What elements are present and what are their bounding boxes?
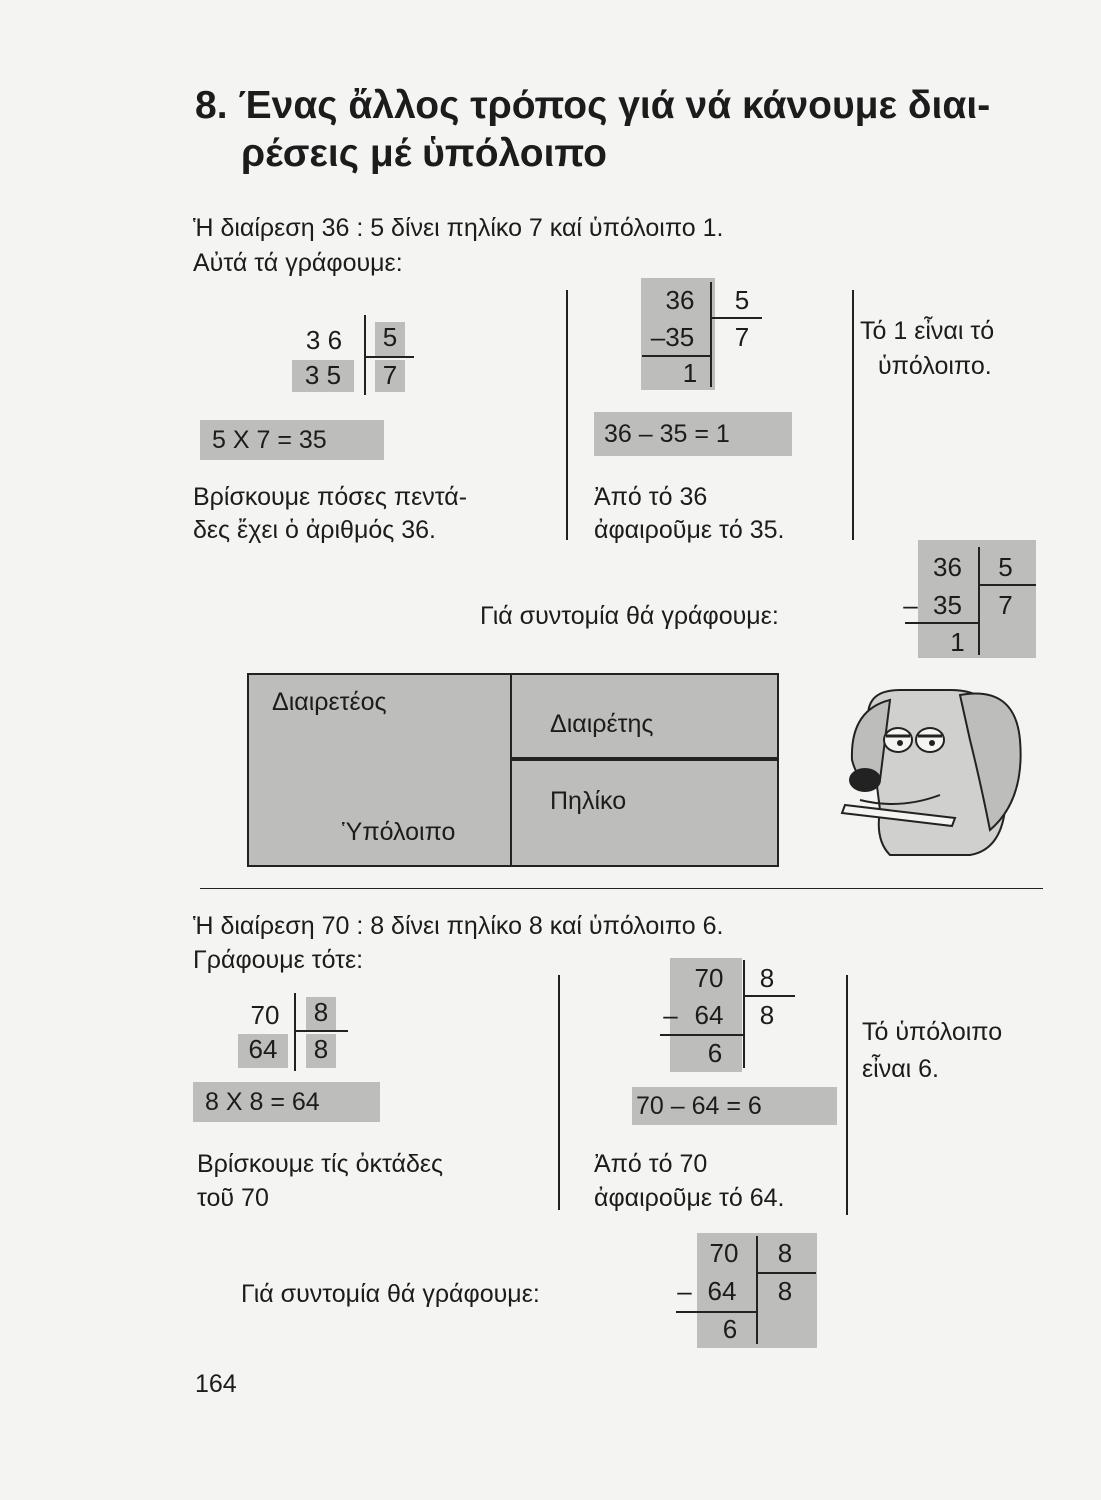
divider-line	[566, 290, 568, 540]
ex1-short-minus: –	[903, 590, 918, 620]
ex1-b-dividend: 36	[665, 285, 695, 315]
ex2-short-remainder: 6	[722, 1314, 738, 1344]
ex1-a-text-2: δες ἔχει ὁ ἀριθμός 36.	[193, 516, 437, 544]
ex1-short-divisor: 5	[998, 552, 1013, 582]
ex2-intro-1: Ἡ διαίρεση 70 : 8 δίνει πηλίκο 8 καί ὑπόλοιπο 6.	[193, 912, 724, 940]
ex2-b-divisor: 8	[759, 963, 775, 993]
title-line-2: ρέσεις μέ ὑπόλοιπο	[241, 132, 608, 175]
ex2-a-text-1: Βρίσκουμε τίς ὀκτάδες	[197, 1150, 444, 1178]
ex2-short-divisor: 8	[777, 1238, 793, 1268]
ex2-short-label: Γιά συντομία θά γράφουμε:	[241, 1280, 540, 1308]
ex2-b-product: 64	[694, 1000, 724, 1030]
ex1-b-divisor: 5	[734, 285, 750, 315]
page-number: 164	[195, 1370, 237, 1398]
ex2-a-product: 64	[238, 1034, 288, 1068]
ex2-b-text-1: Ἀπό τό 70	[594, 1150, 708, 1178]
title-line-1: 8. Ένας ἄλλος τρόπος γιά νά κάνουμε διαι-	[195, 84, 991, 127]
ex1-short-product: 35	[933, 590, 962, 620]
ex2-a-divisor: 8	[306, 997, 336, 1031]
ex2-b-quotient: 8	[759, 1000, 775, 1030]
divider-line	[846, 975, 848, 1215]
ex1-short-dividend: 36	[933, 552, 962, 582]
ex1-intro-1: Ἡ διαίρεση 36 : 5 δίνει πηλίκο 7 καί ὑπόλοιπο 1.	[193, 214, 724, 242]
ex1-a-quotient: 7	[375, 360, 405, 392]
ex2-b-minus: –	[663, 1000, 678, 1030]
ex1-a-divisor: 5	[375, 322, 405, 356]
ex2-b-dividend: 70	[694, 963, 724, 993]
ex2-intro-2: Γράφουμε τότε:	[193, 946, 364, 974]
ex1-b-remainder: 1	[682, 358, 698, 388]
ex2-a-dividend: 70	[250, 1000, 280, 1030]
ex2-b-remainder: 6	[707, 1038, 723, 1068]
ex1-a-dividend: 3 6	[305, 325, 343, 355]
ex2-b-text-2: ἀφαιροῦμε τό 64.	[594, 1184, 785, 1212]
ex1-c-text-1: Τό 1 εἶναι τό	[860, 317, 995, 345]
ex1-b-text-1: Ἀπό τό 36	[594, 483, 708, 511]
legend-quotient: Πηλίκο	[550, 787, 627, 815]
ex2-a-text-2: τοῦ 70	[197, 1184, 269, 1212]
ex1-short-label: Γιά συντομία θά γράφουμε:	[480, 602, 779, 630]
ex1-b-text-2: ἀφαιροῦμε τό 35.	[594, 516, 785, 544]
legend-divisor: Διαιρέτης	[550, 710, 654, 738]
ex2-short-dividend: 70	[709, 1238, 739, 1268]
ex1-b-product: –35	[650, 322, 695, 352]
ex1-a-equation: 5 X 7 = 35	[200, 420, 384, 460]
ex2-short-quotient: 8	[777, 1276, 793, 1306]
ex2-c-text-1: Τό ὑπόλοιπο	[862, 1018, 1003, 1046]
ex1-c-text-2: ὑπόλοιπο.	[878, 352, 992, 380]
divider-line	[558, 975, 560, 1210]
dog-illustration	[830, 680, 1030, 860]
ex1-intro-2: Αὐτά τά γράφουμε:	[193, 249, 403, 277]
legend-remainder: Ὑπόλοιπο	[342, 818, 456, 846]
legend-dividend: Διαιρετέος	[272, 688, 387, 716]
ex1-short-quotient: 7	[998, 590, 1013, 620]
section-separator	[200, 888, 1043, 889]
ex2-short-minus: –	[677, 1276, 692, 1306]
ex2-c-text-2: εἶναι 6.	[862, 1055, 940, 1083]
section-title	[195, 82, 1055, 178]
ex1-short-remainder: 1	[950, 627, 965, 657]
ex1-a-text-1: Βρίσκουμε πόσες πεντά-	[193, 483, 468, 511]
ex2-short-product: 64	[707, 1276, 737, 1306]
ex2-a-quotient: 8	[306, 1034, 336, 1068]
ex2-b-equation: 70 – 64 = 6	[632, 1087, 837, 1125]
divider-line	[852, 290, 854, 540]
ex1-b-quotient: 7	[734, 322, 750, 352]
ex2-a-equation: 8 X 8 = 64	[193, 1082, 380, 1122]
ex1-b-equation: 36 – 35 = 1	[594, 412, 792, 456]
ex1-a-product: 3 5	[292, 360, 354, 392]
